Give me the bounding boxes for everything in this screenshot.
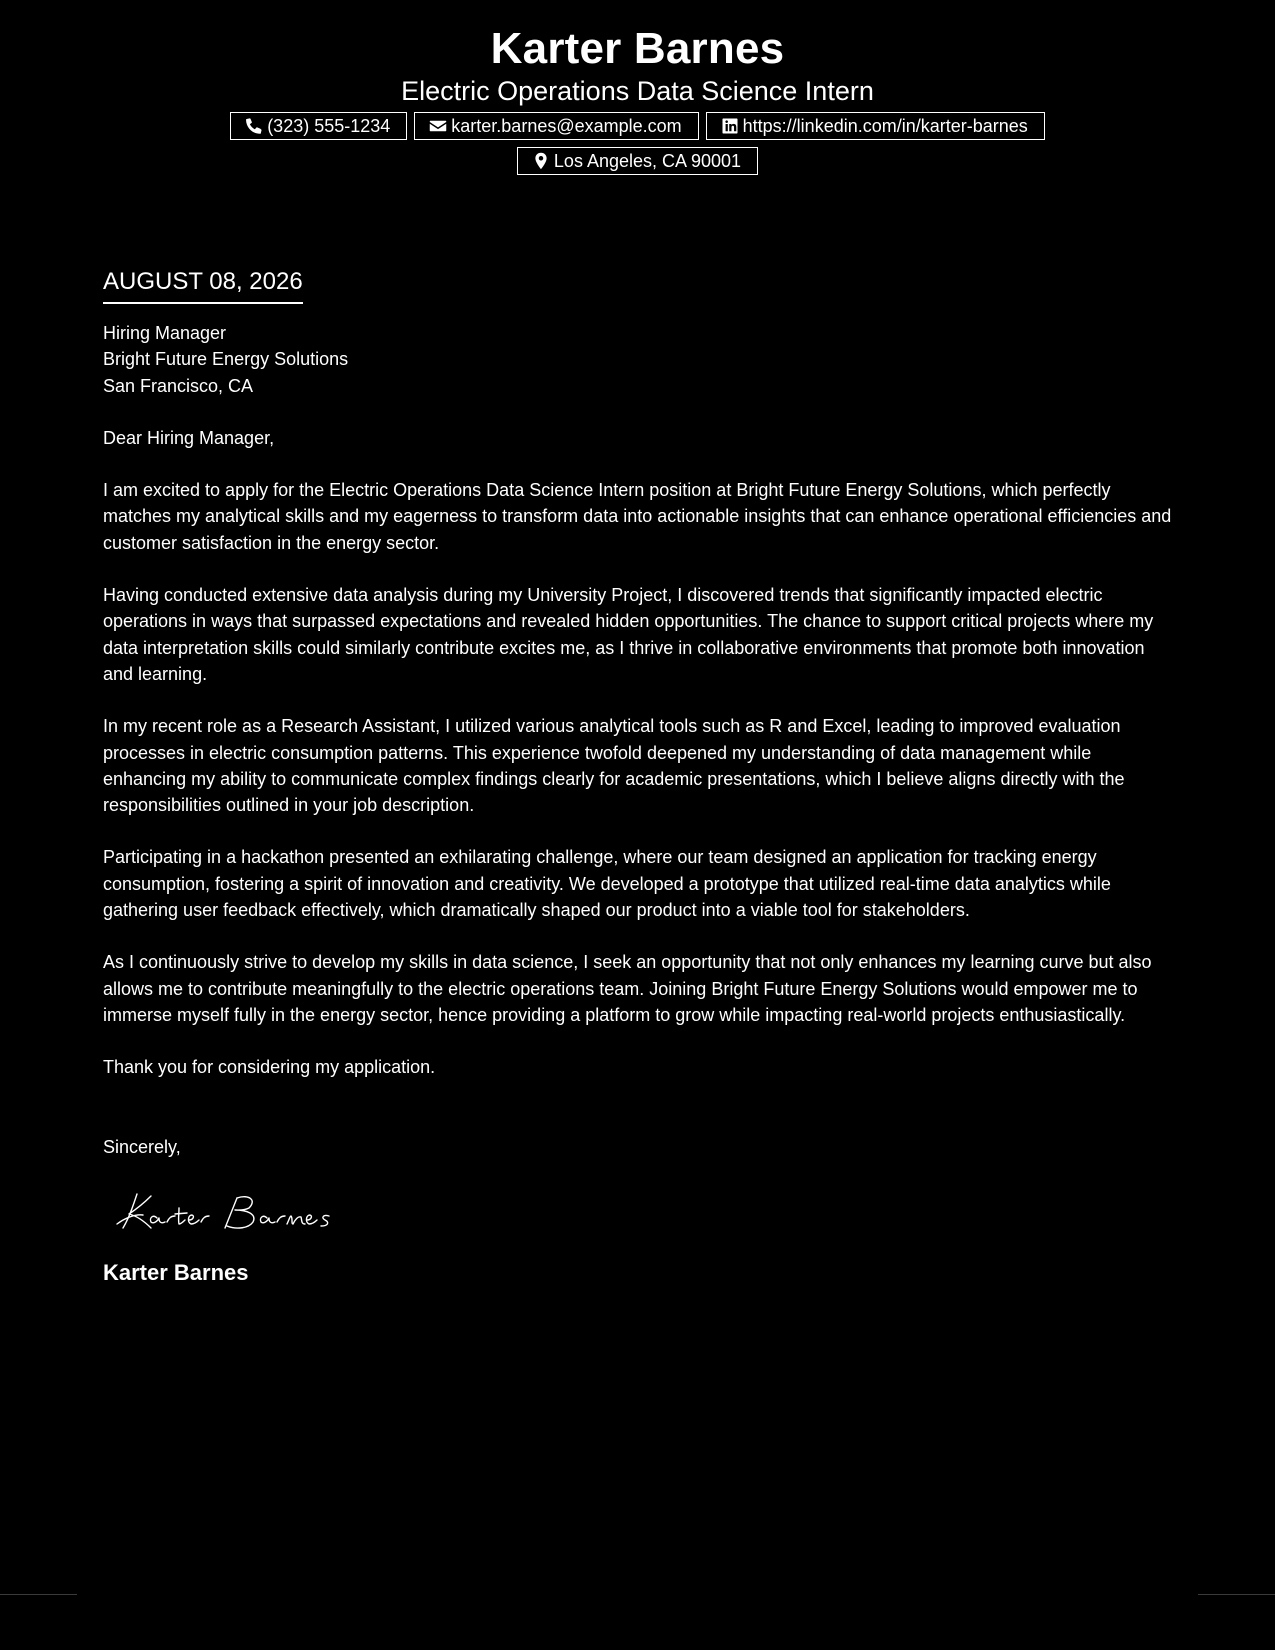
email-chip[interactable]	[414, 112, 698, 140]
paragraph: Participating in a hackathon presented an exhilarating challenge, where our team designed an application for tracking energy consumption, fostering a spirit of innovation and creativity. We developed a prototype that utilized real-time data analytics while gathering user feedback effectively, which dramatically shaped our product into a viable tool for stakeholders.	[103, 847, 1111, 921]
envelope-icon	[429, 117, 447, 135]
phone-chip[interactable]	[230, 112, 407, 140]
letter-date: AUGUST 08, 2026	[103, 264, 303, 304]
paragraph: I am excited to apply for the Electric Operations Data Science Intern position at Bright Future Energy Solutions, which perfectly matches my analytical skills and my eagerness to transform data into actionable insights that can enhance operational efficiencies and customer satisfaction in the energy sector.	[103, 480, 1172, 553]
location-chip	[517, 147, 758, 175]
closing: Sincerely,	[103, 1136, 181, 1157]
linkedin-chip[interactable]	[706, 112, 1045, 140]
recipient-name: Hiring Manager	[103, 323, 227, 343]
paragraph: Having conducted extensive data analysis during my University Project, I discovered trends that significantly impacted electric operations in ways that surpassed expectations and revealed hidden opportunities. The chance to support critical projects where my data interpretation skills could similarly contribute excites me, as I thrive in collaborative environments that promote both innovation and learning.	[103, 585, 1154, 684]
linkedin-icon	[721, 117, 739, 135]
applicant-title: Electric Operations Data Science Intern	[401, 76, 874, 106]
letter-header	[0, 22, 1275, 175]
phone-text: (323) 555-1234	[267, 115, 391, 136]
paragraph: Thank you for considering my application.	[103, 1057, 436, 1078]
contact-row	[0, 112, 1275, 140]
recipient-location: San Francisco, CA	[103, 375, 254, 396]
paragraph: In my recent role as a Research Assistant, I utilized various analytical tools such as R and Excel, leading to improved evaluation processes in electric consumption patterns. This experience twofold deepened my understanding of data management while enhancing my ability to communicate complex findings clearly for academic presentations, which I believe aligns directly with the responsibilities outlined in your job description.	[103, 716, 1125, 816]
recipient-company: Bright Future Energy Solutions	[103, 349, 349, 370]
location-text: Los Angeles, CA 90001	[553, 150, 742, 171]
recipient-block	[103, 320, 1173, 399]
paragraph: As I continuously strive to develop my skills in data science, I seek an opportunity that not only enhances my learning curve but also allows me to contribute meaningfully to the electric operations team. Joining Bright Future Energy Solutions would empower me to immerse myself fully in the energy sector, hence providing a platform to grow while impacting real-world projects enthusiastically.	[103, 952, 1152, 1025]
footer-divider-right	[1198, 1594, 1275, 1595]
phone-icon	[245, 117, 263, 135]
salutation: Dear Hiring Manager,	[103, 427, 275, 448]
email-text: karter.barnes@example.com	[451, 115, 682, 136]
applicant-name: Karter Barnes	[490, 24, 785, 73]
letter-body	[103, 264, 1173, 1287]
footer-divider-left	[0, 1594, 77, 1595]
linkedin-text: https://linkedin.com/in/karter-barnes	[742, 115, 1028, 136]
signature-image	[115, 1184, 355, 1236]
contact-row-location	[0, 147, 1275, 175]
map-pin-icon	[532, 152, 550, 170]
signer-name: Karter Barnes	[103, 1260, 249, 1286]
